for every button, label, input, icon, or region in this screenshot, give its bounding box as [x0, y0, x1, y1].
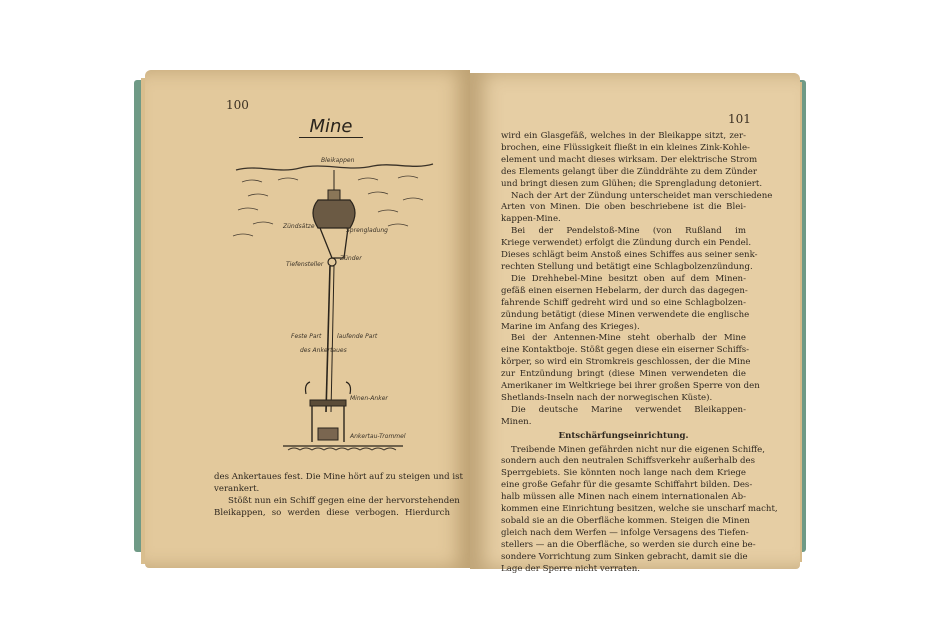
- text-line: zur Entzündung bringt (diese Minen verwendeten die: [501, 369, 746, 380]
- text-line: des Elements gelangt über die Zünddrähte zu dem Zünder: [501, 166, 757, 177]
- text-line: Nach der Art der Zündung unterscheidet man verschiedene: [511, 190, 773, 201]
- text-line: kommen eine Einrichtung besitzen, welche sie unscharf macht,: [501, 504, 778, 515]
- label-tiefensteller: Tiefensteller: [286, 261, 324, 268]
- text-line: Minen.: [501, 416, 532, 427]
- text-line: sondern auch den neutralen Schiffsverkehr außerhalb des: [501, 456, 756, 467]
- text-line: sobald sie an die Oberfläche kommen. Steigen die Minen: [501, 516, 750, 526]
- label-sprengladung: Sprengladung: [346, 227, 388, 234]
- text-line: verankert.: [214, 483, 260, 494]
- text-line: Bei der Pendelstoß-Mine (von Rußland im: [511, 226, 746, 237]
- right-page-text: [501, 131, 778, 576]
- text-line: wird ein Glasgefäß, welches in der Bleikappe sitzt, zer-: [501, 131, 746, 141]
- mine-illustration: [228, 150, 438, 472]
- text-line: kappen-Mine.: [501, 214, 561, 225]
- text-line: stellers — an die Oberfläche, so werden sie durch eine be-: [501, 539, 756, 550]
- text-line: brochen, eine Flüssigkeit fließt in ein kleines Zink-Kohle-: [501, 142, 750, 153]
- page-title: Mine: [309, 116, 353, 137]
- label-laufende-part: laufende Part: [337, 333, 378, 340]
- text-line: und bringt diesen zum Glühen; die Sprengladung detoniert.: [501, 178, 763, 189]
- text-line: eine große Gefahr für die gesamte Schiffahrt bilden. Des-: [501, 480, 753, 491]
- section-heading: Entschärfungseinrichtung.: [558, 430, 689, 441]
- text-line: Sperrgebiets. Sie könnten noch lange nach dem Kriege: [501, 468, 746, 479]
- text-line: gefäß einen eisernen Hebelarm, der durch das dagegen-: [501, 285, 748, 296]
- text-line: eine Kontaktboje. Stößt gegen diese ein eiserner Schiffs-: [501, 345, 750, 356]
- text-line: Amerikaner im Weltkriege bei ihrer großen Sperre von den: [501, 381, 760, 392]
- text-line: Kriege verwendet) erfolgt die Zündung durch ein Pendel.: [501, 238, 752, 249]
- text-line: rechten Stellung und betätigt eine Schlagbolzenzündung.: [501, 261, 753, 272]
- left-page-text: [214, 472, 463, 520]
- text-line: Treibende Minen gefährden nicht nur die eigenen Schiffe,: [511, 444, 765, 455]
- label-zuender: Zünder: [340, 255, 362, 262]
- label-bleikappen: Bleikappen: [321, 157, 355, 164]
- text-line: fahrende Schiff gedreht wird und so eine Schlagbolzen-: [501, 297, 746, 308]
- label-des-ankertaues: des Ankertaues: [300, 347, 347, 354]
- title-underline: [299, 137, 363, 138]
- text-line: element und macht dieses wirksam. Der elektrische Strom: [501, 154, 758, 165]
- text-line: Die Drehhebel-Mine besitzt oben auf dem Minen-: [511, 273, 746, 284]
- label-ankertau-trommel: Ankertau-Trommel: [350, 433, 406, 440]
- text-line: Shetlands-Inseln nach der norwegischen Küste).: [501, 392, 713, 403]
- text-line: sondere Vorrichtung zum Sinken gebracht, damit sie die: [501, 551, 748, 562]
- text-line: gleich nach dem Werfen — infolge Versagens des Tiefen-: [501, 527, 749, 538]
- page-number-left: 100: [226, 98, 249, 112]
- text-line: Marine im Anfang des Krieges).: [501, 321, 640, 332]
- text-line: Dieses schlägt beim Anstoß eines Schiffes aus seiner senk-: [501, 250, 758, 261]
- label-minen-anker: Minen-Anker: [350, 395, 388, 402]
- label-feste-part: Feste Part: [291, 333, 322, 340]
- text-line: des Ankertaues fest. Die Mine hört auf zu steigen und ist: [214, 472, 463, 482]
- text-line: Die deutsche Marine verwendet Bleikappen-: [511, 404, 746, 415]
- text-line: Bei der Antennen-Mine steht oberhalb der Mine: [511, 333, 746, 344]
- page-number-right: 101: [728, 112, 751, 126]
- text-line: zündung betätigt (diese Minen verwendete die englische: [501, 309, 750, 320]
- label-zuendsaetze: Zündsätze: [283, 223, 315, 230]
- text-line: Stößt nun ein Schiff gegen eine der hervorstehenden: [228, 495, 460, 506]
- text-line: Arten von Minen. Die oben beschriebene ist die Blei-: [501, 202, 746, 213]
- text-line: körper, so wird ein Stromkreis geschlossen, der die Mine: [501, 357, 751, 368]
- text-line: halb müssen alle Minen nach einem internationalen Ab-: [501, 492, 746, 503]
- text-line: Lage der Sperre nicht verraten.: [501, 563, 640, 574]
- text-line: Bleikappen, so werden diese verbogen. Hierdurch: [214, 507, 450, 518]
